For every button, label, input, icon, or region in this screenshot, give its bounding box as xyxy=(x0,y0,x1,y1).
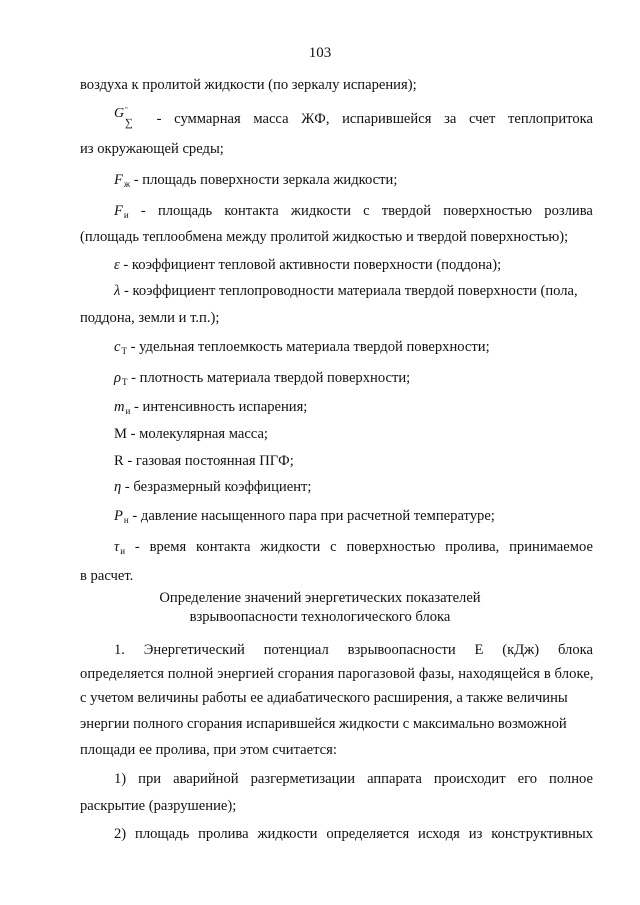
text-line: раскрытие (разрушение); xyxy=(80,798,237,814)
text-line: с учетом величины работы ее адиабатического расширения, а также величины xyxy=(80,690,568,706)
definition-r: R - газовая постоянная ПГФ; xyxy=(114,453,294,469)
list-item-1: 1) при аварийной разгерметизации аппарата происходит его полное xyxy=(114,771,593,787)
text-line: определяется полной энергией сгорания парогазовой фазы, находящейся в блоке, xyxy=(80,666,594,682)
definition-m: М - молекулярная масса; xyxy=(114,426,268,442)
text-line: (площадь теплообмена между пролитой жидкостью и твердой поверхностью); xyxy=(80,229,569,245)
definition-eta: η - безразмерный коэффициент; xyxy=(114,479,312,495)
text-line: из окружающей среды; xyxy=(80,141,224,157)
definition-f-i: $F_и$ - площадь контакта жидкости с твердой поверхностью розлива xyxy=(114,203,593,220)
text-line: воздуха к пролитой жидкости (по зеркалу испарения); xyxy=(80,77,417,93)
definition-tau-i: $\tau_и$ - время контакта жидкости с поверхностью пролива, принимаемое xyxy=(114,539,593,556)
definition-rho-t: $\rho_Т$ - плотность материала твердой поверхности; xyxy=(114,370,411,387)
text-line: площади ее пролива, при этом считается: xyxy=(80,742,337,758)
text-line: энергии полного сгорания испарившейся жидкости с максимально возможной xyxy=(80,716,567,732)
paragraph-1-first-line: 1. Энергетический потенциал взрывоопасности Е (кДж) блока xyxy=(114,642,593,658)
text-line: в расчет. xyxy=(80,568,134,584)
section-heading-line-2: взрывоопасности технологического блока xyxy=(189,609,451,625)
definition-f-zh: $F_ж$ - площадь поверхности зеркала жидкости; xyxy=(114,172,398,189)
definition-p-n: $P_н$ - давление насыщенного пара при расчетной температуре; xyxy=(114,508,495,525)
definition-lambda: λ - коэффициент теплопроводности материала твердой поверхности (пола, xyxy=(114,283,578,299)
g-sigma-symbol: G " ∑ xyxy=(114,106,133,129)
list-item-2: 2) площадь пролива жидкости определяется исходя из конструктивных xyxy=(114,826,593,842)
definition-c-t: $c_Т$ - удельная теплоемкость материала твердой поверхности; xyxy=(114,339,490,356)
definition-epsilon: ε - коэффициент тепловой активности поверхности (поддона); xyxy=(114,257,502,273)
page-number: 103 xyxy=(308,45,332,61)
section-heading-line-1: Определение значений энергетических показателей xyxy=(159,590,481,606)
definition-g-sigma: G " ∑ - суммарная масса ЖФ, испарившейся за счет теплопритока xyxy=(114,110,593,133)
text-line: поддона, земли и т.п.); xyxy=(80,310,220,326)
definition-m-i: $m_и$ - интенсивность испарения; xyxy=(114,399,308,416)
